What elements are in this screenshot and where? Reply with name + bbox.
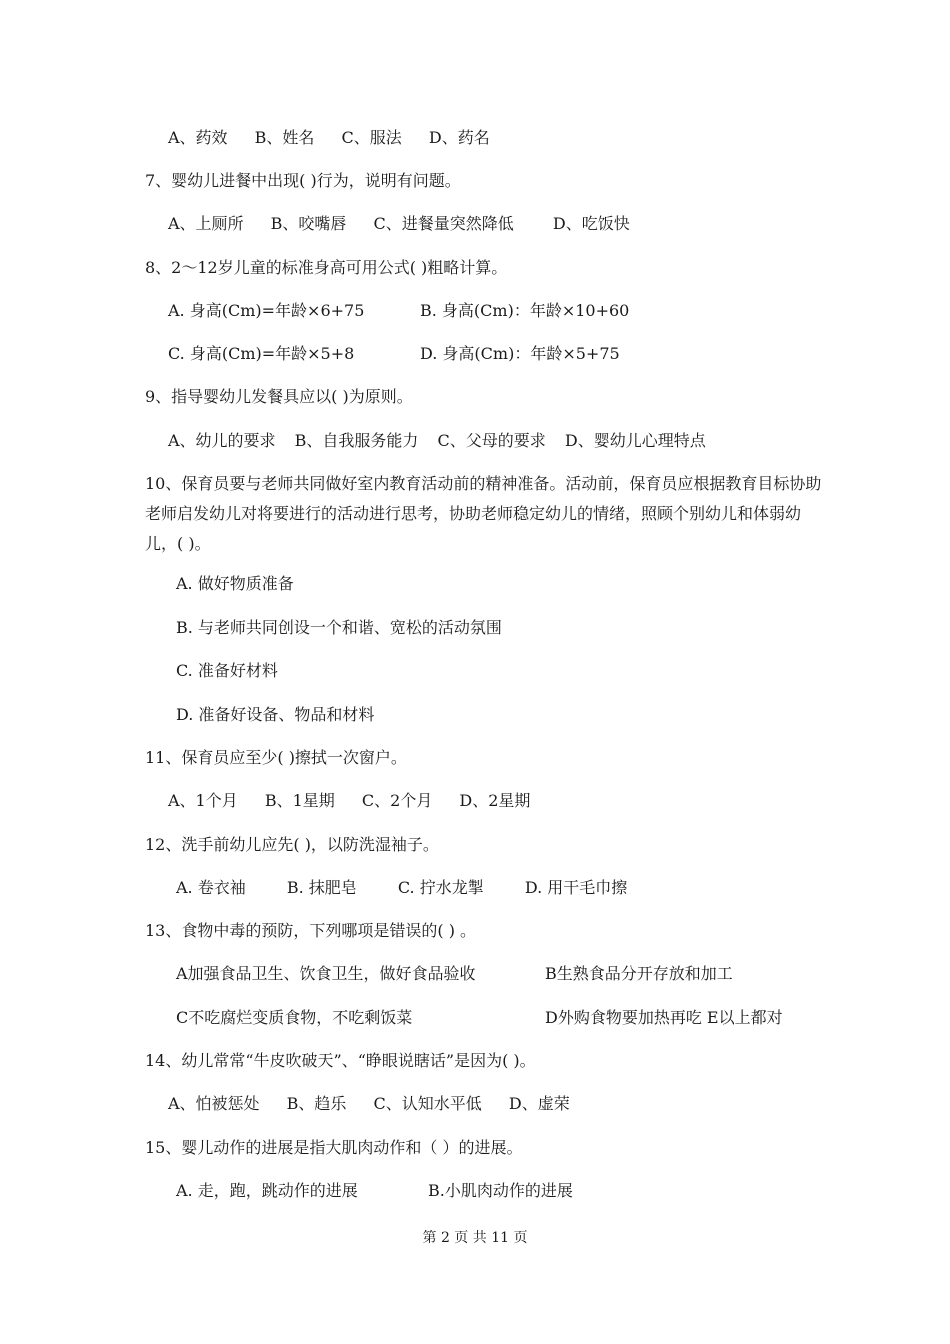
q13-option-d: D外购食物要加热再吃 E以上都对: [545, 1008, 783, 1027]
q13-option-a: A加强食品卫生、饮食卫生，做好食品验收: [176, 964, 476, 983]
q11-stem: 11、保育员应至少( )擦拭一次窗户。: [145, 748, 407, 767]
q11-option-d: D、2星期: [459, 791, 531, 810]
q10-option-a: A. 做好物质准备: [176, 574, 294, 593]
q9-option-b: B、自我服务能力: [294, 431, 419, 450]
q12-stem: 12、洗手前幼儿应先( )，以防洗湿袖子。: [145, 835, 439, 854]
q10-option-b: B. 与老师共同创设一个和谐、宽松的活动氛围: [176, 618, 502, 637]
q13-stem: 13、食物中毒的预防，下列哪项是错误的( ) 。: [145, 921, 477, 940]
q11-options: [168, 791, 552, 811]
q7-option-a: A、上厕所: [168, 214, 244, 233]
q6-option-c: C、服法: [341, 128, 402, 147]
q7-options: [168, 214, 652, 234]
q12-option-d: D. 用干毛巾擦: [524, 878, 628, 897]
q12-options: [176, 878, 649, 898]
q11-option-a: A、1个月: [168, 791, 238, 810]
q9-option-a: A、幼儿的要求: [168, 431, 276, 450]
q13-option-b: B生熟食品分开存放和加工: [545, 964, 733, 983]
q6-option-b: B、姓名: [254, 128, 315, 147]
q12-option-a: A. 卷衣袖: [176, 878, 246, 897]
q15-option-b: B.小肌肉动作的进展: [428, 1181, 573, 1200]
q10-option-d: D. 准备好设备、物品和材料: [176, 705, 375, 724]
q12-option-b: B. 抹肥皂: [286, 878, 357, 897]
q14-option-b: B、趋乐: [286, 1094, 347, 1113]
q12-option-c: C. 拧水龙掣: [397, 878, 484, 897]
q6-option-d: D、药名: [428, 128, 490, 147]
q14-option-c: C、认知水平低: [373, 1094, 482, 1113]
q15-option-a: A. 走，跑，跳动作的进展: [176, 1181, 358, 1200]
q7-option-b: B、咬嘴唇: [270, 214, 347, 233]
q10-option-c: C. 准备好材料: [176, 661, 278, 680]
q7-option-c: C、进餐量突然降低: [373, 214, 514, 233]
q8-stem: 8、2～12岁儿童的标准身高可用公式( )粗略计算。: [145, 258, 508, 277]
q15-stem: 15、婴儿动作的进展是指大肌肉动作和（ ）的进展。: [145, 1138, 523, 1157]
q7-option-d: D、吃饭快: [552, 214, 630, 233]
q13-option-c: C不吃腐烂变质食物，不吃剩饭菜: [176, 1008, 413, 1027]
q14-option-d: D、虚荣: [508, 1094, 570, 1113]
q9-stem: 9、指导婴幼儿发餐具应以( )为原则。: [145, 387, 413, 406]
q11-option-c: C、2个月: [361, 791, 433, 810]
q11-option-b: B、1星期: [264, 791, 335, 810]
q8-option-b: B. 身高(Cm)：年龄×10+60: [420, 301, 630, 320]
q14-stem: 14、幼儿常常“牛皮吹破天”、“睁眼说瞎话”是因为( )。: [145, 1051, 536, 1070]
q9-option-d: D、婴幼儿心理特点: [564, 431, 706, 450]
q9-options: [168, 431, 728, 451]
q6-option-a: A、药效: [168, 128, 228, 147]
page-footer: 第 2 页 共 11 页: [422, 1230, 528, 1246]
q14-option-a: A、怕被惩处: [168, 1094, 260, 1113]
q8-option-c: C. 身高(Cm)=年龄×5+8: [168, 344, 355, 363]
q6-options: [168, 128, 512, 148]
q14-options: [168, 1094, 592, 1114]
q9-option-c: C、父母的要求: [437, 431, 546, 450]
q8-option-a: A. 身高(Cm)=年龄×6+75: [168, 301, 365, 320]
q8-option-d: D. 身高(Cm)：年龄×5+75: [420, 344, 620, 363]
q7-stem: 7、婴幼儿进餐中出现( )行为，说明有问题。: [145, 171, 461, 190]
q10-stem: 10、保育员要与老师共同做好室内教育活动前的精神准备。活动前，保育员应根据教育目标协助老师启发幼儿对将要进行的活动进行思考，协助老师稳定幼儿的情绪，照顾个别幼儿和体弱幼儿，( )。: [145, 474, 822, 553]
